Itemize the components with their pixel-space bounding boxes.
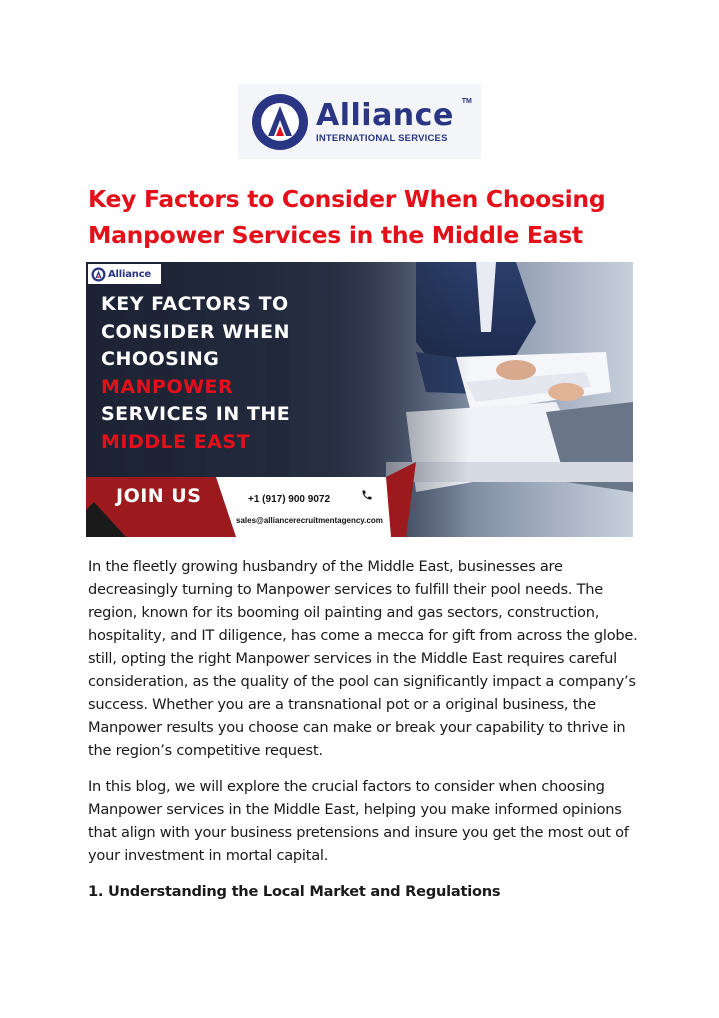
article-body (88, 555, 648, 903)
hero-banner (86, 262, 633, 537)
trademark-symbol: TM (461, 97, 472, 105)
phone-number: +1 (917) 900 9072 (248, 494, 331, 505)
phone-icon (361, 489, 373, 501)
company-logo (238, 84, 481, 159)
banner-headline-line-highlight: MIDDLE EAST (101, 430, 251, 453)
banner-headline-line: SERVICES IN THE (101, 403, 291, 425)
banner-headline-line: CONSIDER WHEN (101, 320, 290, 343)
banner-headline-line: CHOOSING (101, 348, 220, 370)
section-heading: 1. Understanding the Local Market and Regulations (88, 883, 501, 900)
banner-logo-wordmark: Alliance (108, 268, 151, 280)
logo-subtitle: INTERNATIONAL SERVICES (316, 132, 448, 144)
intro-paragraph: In the fleetly growing husbandry of the Middle East, businesses are decreasingly turning to Manpower services to fulfill their pool needs. The region, known for its booming oil painting and gas sectors, construction, hospitality, and IT diligence, has come a mecca for gift from across the globe. still, opting the right Manpower services in the Middle East requires careful consideration, as the quality of the pool can significantly impact a company’s success. Whether you are a transnational pot or a original business, the Manpower results you choose can make or break your capability to thrive in the region’s competitive request. (88, 558, 638, 759)
alliance-logo-icon (250, 92, 310, 152)
blog-overview-paragraph: In this blog, we will explore the crucial factors to consider when choosing Manpower services in the Middle East, helping you make informed opinions that align with your business pretensions and insure you get the most out of your investment in mortal capital. (88, 778, 629, 864)
alliance-logo-icon (91, 267, 106, 282)
banner-logo (88, 264, 161, 284)
banner-headline (101, 291, 361, 456)
join-us-label: JOIN US (116, 485, 202, 507)
banner-headline-line: KEY FACTORS TO (101, 293, 289, 315)
banner-headline-line-highlight: MANPOWER (101, 375, 234, 398)
logo-text (316, 97, 472, 144)
page-title: Key Factors to Consider When Choosing Manpower Services in the Middle East (88, 185, 606, 249)
logo-wordmark: Alliance (316, 97, 454, 133)
email-address: sales@alliancerecruitmentagency.com (236, 516, 383, 525)
